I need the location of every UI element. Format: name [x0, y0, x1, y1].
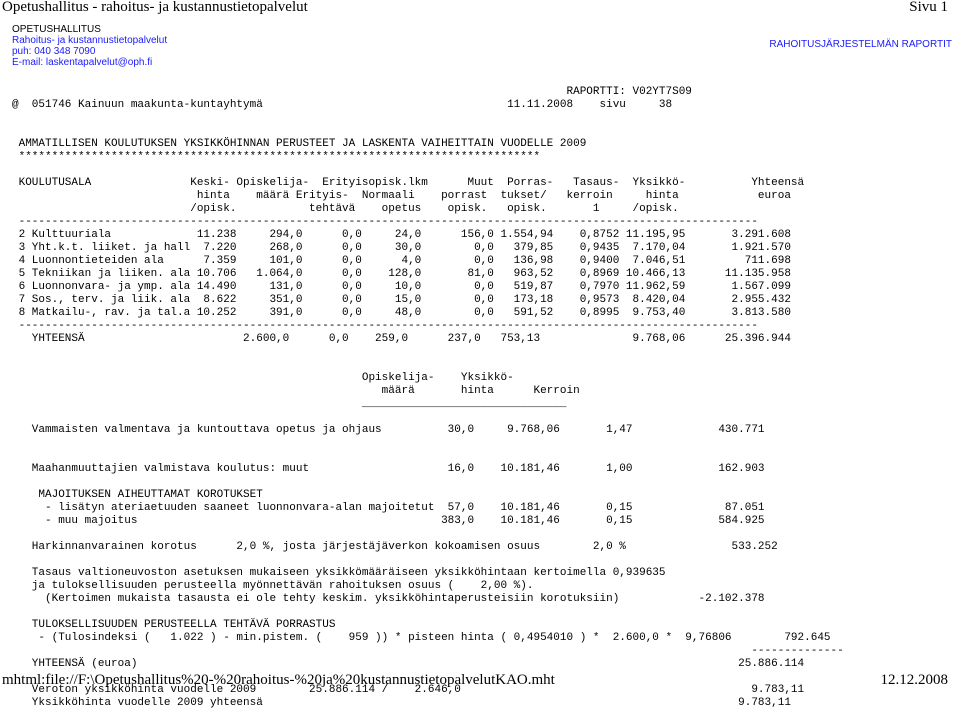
report-line: YHTEENSÄ (euroa) 25.886.114: [12, 658, 805, 670]
report-line: MAJOITUKSEN AIHEUTTAMAT KOROTUKSET: [12, 489, 263, 501]
report-line: [12, 112, 844, 125]
reports-link[interactable]: RAHOITUSJÄRJESTELMÄN RAPORTIT: [769, 39, 952, 50]
report-line: 7 Sos., terv. ja liik. ala 8.622 351,0 0,0 15,0 0,0 173,18 0,9573 8.420,04 2.955.432: [12, 294, 791, 306]
report-line: ----------------------------------------------------------------------------------------------------------------: [12, 320, 758, 332]
report-line: Yksikköhinta vuodelle 2009 yhteensä 9.783,11: [12, 697, 791, 709]
org-name: OPETUSHALLITUS: [12, 24, 101, 35]
report-line: Maahanmuuttajien valmistava koulutus: muut 16,0 10.181,46 1,00 162.903: [12, 463, 765, 475]
report-line: TULOKSELLISUUDEN PERUSTEELLA TEHTÄVÄ PORRASTUS: [12, 619, 336, 631]
report-line: [12, 164, 844, 177]
report-line: [12, 359, 844, 372]
report-line: määrä hinta Kerroin: [12, 385, 580, 397]
page-number: Sivu 1: [909, 0, 948, 15]
report-line: [12, 437, 844, 450]
report-line: AMMATILLISEN KOULUTUKSEN YKSIKKÖHINNAN PERUSTEET JA LASKENTA VAIHEITTAIN VUODELLE 2009: [12, 138, 587, 150]
report-line: (Kertoimen mukaista tasausta ei ole tehty keskim. yksikköhintaperusteisiin korotuksiin) -2.102.378: [12, 593, 765, 605]
report-line: RAPORTTI: V02YT7S09: [12, 86, 692, 98]
report-line: [12, 125, 844, 138]
window-title: Opetushallitus - rahoitus- ja kustannustietopalvelut: [2, 0, 308, 15]
report-line: @ 051746 Kainuun maakunta-kuntayhtymä 11.11.2008 sivu 38: [12, 99, 673, 111]
report-line: - muu majoitus 383,0 10.181,46 0,15 584.925: [12, 515, 765, 527]
report-line: [12, 528, 844, 541]
report-line: [12, 554, 844, 567]
report-line: 3 Yht.k.t. liiket. ja hall 7.220 268,0 0,0 30,0 0,0 379,85 0,9435 7.170,04 1.921.570: [12, 242, 791, 254]
report-line: ----------------------------------------------------------------------------------------------------------------: [12, 216, 758, 228]
report-line: hinta määrä Erityis- Normaali porrast tukset/ kerroin hinta euroa: [12, 190, 791, 202]
report-line: Harkinnanvarainen korotus 2,0 %, josta järjestäjäverkon kokoamisen osuus 2,0 % 533.252: [12, 541, 778, 553]
report-line: 4 Luonnontieteiden ala 7.359 101,0 0,0 4,0 0,0 136,98 0,9400 7.046,51 711.698: [12, 255, 791, 267]
report-line: /opisk. tehtävä opetus opisk. opisk. 1 /opisk.: [12, 203, 679, 215]
report-line: 2 Kulttuuriala 11.238 294,0 0,0 24,0 156,0 1.554,94 0,8752 11.195,95 3.291.608: [12, 229, 791, 241]
org-unit-link[interactable]: Rahoitus- ja kustannustietopalvelut: [12, 35, 168, 46]
report-line: 8 Matkailu-, rav. ja tal.a 10.252 391,0 0,0 48,0 0,0 591,52 0,8995 9.753,40 3.813.580: [12, 307, 791, 319]
report-line: Vammaisten valmentava ja kuntouttava opetus ja ohjaus 30,0 9.768,06 1,47 430.771: [12, 424, 765, 436]
report-line: 6 Luonnonvara- ja ymp. ala 14.490 131,0 0,0 10,0 0,0 519,87 0,7970 11.962,59 1.567.099: [12, 281, 791, 293]
org-phone: puh: 040 348 7090: [12, 46, 96, 57]
report-line: [12, 346, 844, 359]
footer-date: 12.12.2008: [880, 672, 948, 688]
report-line: *******************************************************************************: [12, 151, 541, 163]
report-line: ja tuloksellisuuden perusteella myönnettävän rahoituksen osuus ( 2,00 %).: [12, 580, 534, 592]
report-line: Tasaus valtioneuvoston asetuksen mukaiseen yksikkömääräiseen yksikköhintaan kertoimella 0,939635: [12, 567, 666, 579]
report-line: - (Tulosindeksi ( 1.022 ) - min.pistem. ( 959 )) * pisteen hinta ( 0,4954010 ) * 2.600,0 * 9,76806 792.645: [12, 632, 831, 644]
report-line: [12, 411, 844, 424]
org-email-link[interactable]: E-mail: laskentapalvelut@oph.fi: [12, 57, 153, 68]
report-line: YHTEENSÄ 2.600,0 0,0 259,0 237,0 753,13 9.768,06 25.396.944: [12, 333, 791, 345]
report-line: [12, 450, 844, 463]
report-line: - lisätyn ateriaetuuden saaneet luonnonvara-alan majoitetut 57,0 10.181,46 0,15 87.051: [12, 502, 765, 514]
report-line: Opiskelija- Yksikkö-: [12, 372, 514, 384]
report-line: 5 Tekniikan ja liiken. ala 10.706 1.064,0 0,0 128,0 81,0 963,52 0,8969 10.466,13 11.135.958: [12, 268, 791, 280]
report-line: _______________________________: [12, 398, 567, 410]
report-line: Veroton yksikköhinta vuodelle 2009 25.886.114 / 2.646,0 9.783,11: [12, 684, 805, 696]
report-line: KOULUTUSALA Keski- Opiskelija- Erityisopisk.lkm Muut Porras- Tasaus- Yksikkö- Yhteensä: [12, 177, 805, 189]
footer-path: mhtml:file://F:\Opetushallitus%20-%20rahoitus-%20ja%20kustannustietopalvelutKAO.mht: [2, 672, 555, 688]
report-line: [12, 476, 844, 489]
report-line: --------------: [12, 645, 844, 657]
report-line: [12, 606, 844, 619]
report-body: [12, 86, 844, 710]
